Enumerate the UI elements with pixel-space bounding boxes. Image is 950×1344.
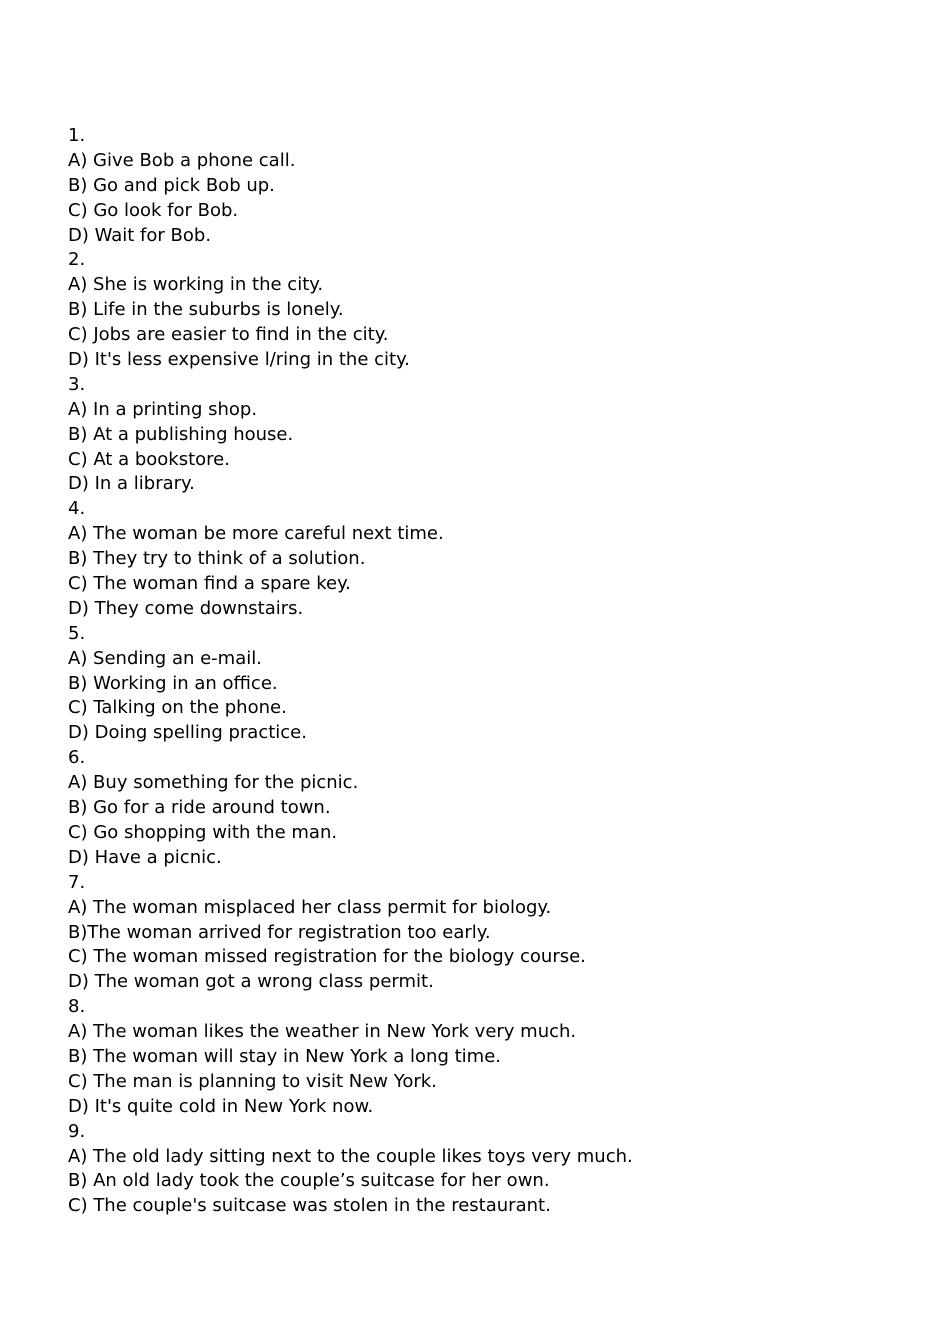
answer-option: A) The old lady sitting next to the couple likes toys very much.	[68, 1145, 633, 1167]
answer-option: C) Jobs are easier to find in the city.	[68, 324, 389, 346]
answer-option: C) Go look for Bob.	[68, 199, 239, 221]
answer-option: D) Doing spelling practice.	[68, 722, 307, 744]
answer-option: B) Life in the suburbs is lonely.	[68, 299, 344, 321]
answer-option: A) The woman be more careful next time.	[68, 523, 444, 545]
question-number: 3.	[68, 373, 86, 395]
answer-option: C) Go shopping with the man.	[68, 821, 338, 843]
answer-option: A) Buy something for the picnic.	[68, 772, 359, 794]
question-number: 1.	[68, 125, 86, 146]
answer-option: B) Go and pick Bob up.	[68, 174, 275, 196]
question-number: 8.	[68, 996, 86, 1018]
answer-option: B) The woman will stay in New York a long time.	[68, 1045, 501, 1067]
question-number: 2.	[68, 249, 86, 271]
answer-option: A) In a printing shop.	[68, 398, 258, 420]
answer-option: A) The woman likes the weather in New York very much.	[68, 1021, 577, 1043]
answer-option: C) Talking on the phone.	[68, 697, 287, 719]
answer-option: D) Have a picnic.	[68, 846, 222, 868]
answer-option: C) The woman find a spare key.	[68, 573, 351, 595]
answer-option: C) The man is planning to visit New York.	[68, 1070, 437, 1092]
answer-option: D) It's less expensive l/ring in the city.	[68, 349, 410, 371]
answer-option: D) It's quite cold in New York now.	[68, 1095, 374, 1117]
answer-option: C) The woman missed registration for the biology course.	[68, 946, 586, 968]
answer-option: B)The woman arrived for registration too early.	[68, 921, 491, 943]
answer-option: D) The woman got a wrong class permit.	[68, 971, 434, 993]
answer-option: B) Working in an office.	[68, 672, 278, 694]
answer-option: B) At a publishing house.	[68, 423, 294, 445]
answer-option: B) They try to think of a solution.	[68, 548, 366, 570]
answer-option: A) The woman misplaced her class permit for biology.	[68, 896, 552, 918]
answer-option: B) An old lady took the couple’s suitcase for her own.	[68, 1170, 550, 1192]
answer-option: A) Sending an e-mail.	[68, 647, 262, 669]
answer-option: D) They come downstairs.	[68, 597, 304, 619]
answer-option: C) The couple's suitcase was stolen in the restaurant.	[68, 1195, 551, 1217]
question-number: 5.	[68, 622, 86, 644]
answer-option: B) Go for a ride around town.	[68, 797, 331, 819]
question-list	[68, 124, 928, 1219]
answer-option: D) In a library.	[68, 473, 195, 495]
answer-option: A) She is working in the city.	[68, 274, 324, 296]
question-number: 9.	[68, 1120, 86, 1142]
question-number: 4.	[68, 498, 86, 520]
answer-option: C) At a bookstore.	[68, 448, 230, 470]
question-number: 6.	[68, 747, 86, 769]
question-number: 7.	[68, 871, 86, 893]
answer-option: A) Give Bob a phone call.	[68, 149, 296, 171]
answer-option: D) Wait for Bob.	[68, 224, 212, 246]
